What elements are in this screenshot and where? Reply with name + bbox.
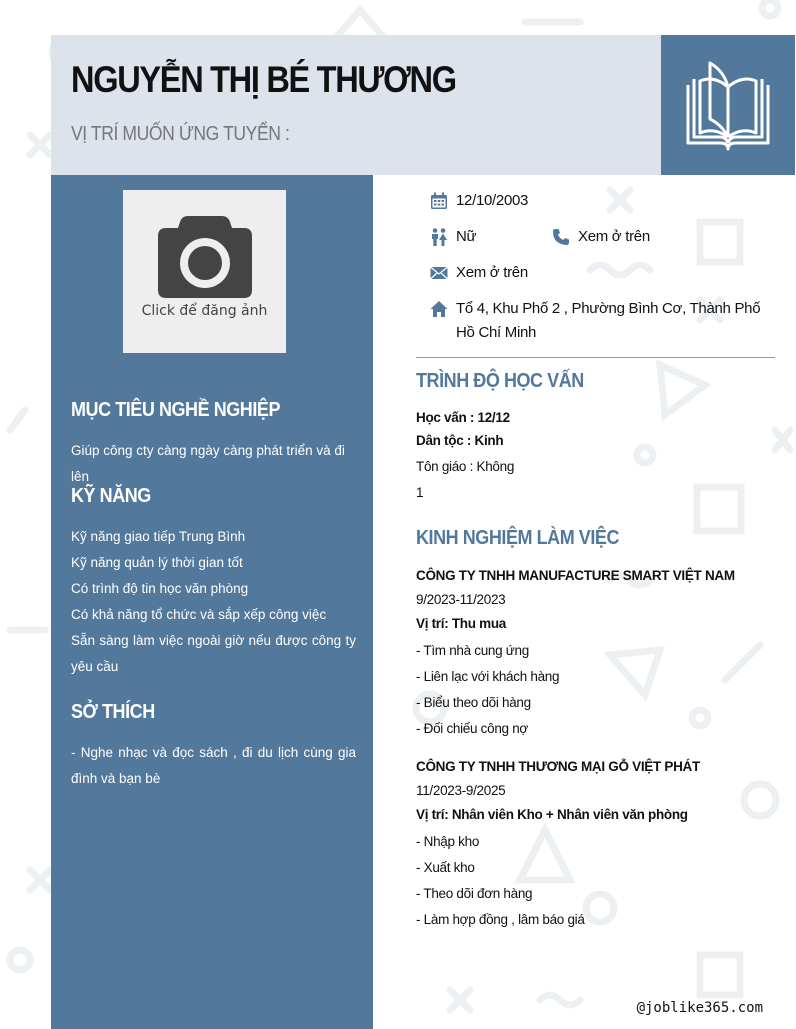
skill-item: Kỹ năng quản lý thời gian tốt (71, 555, 243, 570)
photo-caption: Click để đăng ảnh (141, 303, 268, 319)
job-task: - Đối chiếu công nợ (416, 721, 528, 736)
job-task: - Nhập kho (416, 834, 480, 849)
skills-heading: KỸ NĂNG (71, 485, 151, 507)
contact-address (430, 297, 775, 345)
experience-heading: KINH NGHIỆM LÀM VIỆC (416, 527, 620, 549)
skills-list (71, 524, 356, 680)
calendar-icon (430, 192, 448, 210)
camera-icon (156, 214, 254, 300)
education-level: Học vấn : 12/12 (416, 410, 510, 425)
profile-photo-upload[interactable] (123, 190, 286, 353)
objective-heading: MỤC TIÊU NGHỀ NGHIỆP (71, 399, 281, 421)
education-heading: TRÌNH ĐỘ HỌC VẤN (416, 370, 584, 392)
job-task: - Tìm nhà cung ứng (416, 643, 529, 658)
dob-value: 12/10/2003 (456, 192, 529, 209)
contact-dob (430, 192, 528, 210)
main-content (373, 175, 796, 1029)
job-task: - Biểu theo dõi hàng (416, 695, 531, 710)
education-religion: Tôn giáo : Không (416, 459, 515, 474)
site-watermark: @joblike365.com (636, 1000, 763, 1016)
education-ethnicity: Dân tộc : Kinh (416, 433, 504, 448)
phone-value: Xem ở trên (578, 228, 650, 245)
skill-item: Có trình độ tin học văn phòng (71, 581, 249, 596)
skill-item: Có khả năng tổ chức và sắp xếp công việc (71, 607, 327, 622)
mail-icon (430, 264, 448, 282)
skill-item: Sẵn sàng làm việc ngoài giờ nếu được công ty yêu cầu (71, 633, 356, 674)
address-value: Tổ 4, Khu Phố 2 , Phường Bình Cơ, Thành Phố Hồ Chí Minh (456, 300, 761, 341)
book-icon (680, 57, 776, 153)
hobbies-heading: SỞ THÍCH (71, 701, 155, 723)
job-role: Vị trí: Nhân viên Kho + Nhân viên văn phòng (416, 807, 688, 822)
logo-box (661, 35, 795, 175)
contact-email[interactable] (430, 264, 528, 282)
skill-item: Kỹ năng giao tiếp Trung Bình (71, 529, 246, 544)
job-task: - Liên lạc với khách hàng (416, 669, 560, 684)
candidate-name: NGUYỄN THỊ BÉ THƯƠNG (71, 59, 456, 100)
job-period: 9/2023-11/2023 (416, 592, 506, 607)
home-icon (430, 300, 448, 318)
hobbies-text: - Nghe nhạc và đọc sách , đi du lịch cùng gia đình và bạn bè (71, 745, 356, 786)
job-company: CÔNG TY TNHH MANUFACTURE SMART VIỆT NAM (416, 568, 735, 583)
header-bar (51, 35, 661, 175)
contact-gender (430, 228, 476, 246)
job-company: CÔNG TY TNHH THƯƠNG MẠI GỖ VIỆT PHÁT (416, 759, 700, 774)
education-extra: 1 (416, 485, 424, 500)
job-role: Vị trí: Thu mua (416, 616, 507, 631)
gender-icon (430, 228, 448, 246)
phone-icon (552, 228, 570, 246)
email-value: Xem ở trên (456, 264, 528, 281)
desired-position-label: VỊ TRÍ MUỐN ỨNG TUYỂN : (71, 123, 290, 145)
job-task: - Xuất kho (416, 860, 475, 875)
sidebar (51, 175, 373, 1029)
objective-text: Giúp công cty càng ngày càng phát triển và đi lên (71, 443, 345, 484)
divider (416, 357, 775, 358)
job-period: 11/2023-9/2025 (416, 783, 506, 798)
job-task: - Theo dõi đơn hàng (416, 886, 533, 901)
contact-phone[interactable] (552, 228, 650, 246)
job-task: - Làm hợp đồng , lâm báo giá (416, 912, 585, 927)
gender-value: Nữ (456, 228, 477, 245)
